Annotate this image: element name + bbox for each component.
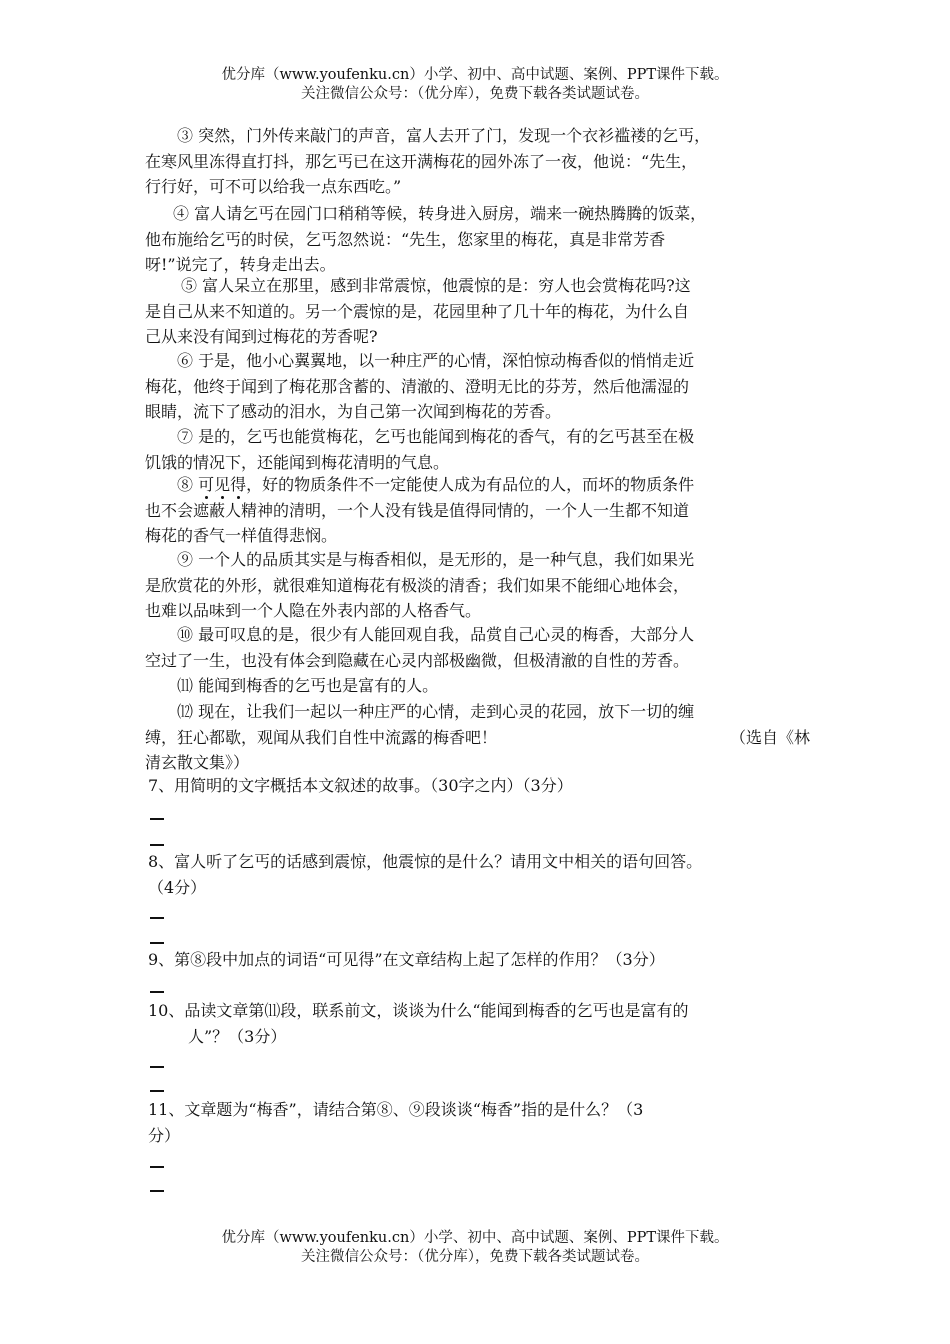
paragraph-line: 清玄散文集》） [145, 753, 250, 772]
question-line: 11、文章题为“梅香”，请结合第⑧、⑨段谈谈“梅香”指的是什么？（3 [148, 1100, 644, 1119]
paragraph-number: ⑧ [177, 475, 199, 494]
paragraph-12 [145, 699, 810, 776]
page-header [0, 66, 950, 104]
answer-blank[interactable] [150, 1166, 164, 1168]
paragraph-text: ，好的物质条件不一定能使人成为有品位的人，而坏的物质条件 [246, 475, 695, 494]
paragraph-11 [145, 673, 810, 699]
emphasis-char: 可 [198, 475, 215, 494]
answer-blank[interactable] [150, 942, 164, 944]
question-10 [148, 998, 820, 1049]
footer-line-2: 关注微信公众号：（优分库），免费下载各类试题试卷。 [301, 1249, 649, 1265]
paragraph-line: ⑦ 是的，乞丐也能赏梅花，乞丐也能闻到梅花的香气，有的乞丐甚至在极 [177, 427, 695, 446]
answer-blank[interactable] [150, 1066, 164, 1068]
paragraph-line: ⑩ 最可叹息的是，很少有人能回观自我，品赏自己心灵的梅香，大部分人 [177, 625, 695, 644]
paragraph-line: 他布施给乞丐的时侯，乞丐忽然说：“先生，您家里的梅花，真是非常芳香 [145, 229, 666, 249]
paragraph-line [145, 725, 810, 751]
paragraph-10 [145, 622, 810, 673]
paragraph-7 [145, 424, 810, 475]
paragraph-8 [145, 472, 810, 549]
paragraph-line: 也不会遮蔽人精神的清明，一个人没有钱是值得同情的，一个人一生都不知道 [145, 500, 690, 520]
answer-blank[interactable] [150, 1190, 164, 1192]
paragraph-line: ⑥ 于是，他小心翼翼地，以一种庄严的心情，深怕惊动梅香似的悄悄走近 [177, 351, 695, 370]
question-line: （4分） [148, 877, 207, 897]
paragraph-line: ⑤ 富人呆立在那里，感到非常震惊，他震惊的是：穷人也会赏梅花吗?这 [181, 276, 691, 295]
paragraph-4 [145, 201, 810, 278]
paragraph-line: 梅花的香气一样值得悲悯。 [145, 526, 338, 545]
emphasis-char: 见 [214, 475, 231, 494]
paragraph-3 [145, 123, 810, 200]
question-7: 7、用简明的文字概括本文叙述的故事。（30字之内）（3分） [148, 776, 573, 795]
header-line-1: 优分库（www.youfenku.cn）小学、初中、高中试题、案例、PPT课件下载。 [221, 67, 729, 83]
paragraph-line: ⑿ 现在，让我们一起以一种庄严的心情，走到心灵的花园，放下一切的缠 [177, 702, 695, 721]
paragraph-line: 在寒风里冻得直打抖，那乞丐已在这开满梅花的园外冻了一夜，他说：“先生， [145, 151, 698, 171]
footer-line-1: 优分库（www.youfenku.cn）小学、初中、高中试题、案例、PPT课件下载。 [221, 1230, 729, 1246]
paragraph-line: 呀!”说完了，转身走出去。 [145, 255, 336, 274]
question-line: 人”？（3分） [188, 1026, 287, 1046]
paragraph-line: 饥饿的情况下，还能闻到梅花清明的气息。 [145, 452, 450, 472]
paragraph-6 [145, 348, 810, 425]
paragraph-text: 缚，狂心都歇，观闻从我们自性中流露的梅香吧！ [145, 727, 498, 747]
question-line: 10、品读文章第⑾段，联系前文，谈谈为什么“能闻到梅香的乞丐也是富有的 [148, 1001, 689, 1020]
paragraph-line: 空过了一生，也没有体会到隐藏在心灵内部极幽微，但极清澈的自性的芳香。 [145, 650, 690, 670]
paragraph-line: 眼睛，流下了感动的泪水，为自己第一次闻到梅花的芳香。 [145, 402, 562, 421]
paragraph-line: ③ 突然，门外传来敲门的声音，富人去开了门，发现一个衣衫褴褛的乞丐， [177, 126, 711, 145]
question-8 [148, 849, 820, 900]
paragraph-line: ⑾ 能闻到梅香的乞丐也是富有的人。 [177, 676, 439, 695]
paragraph-line: 也难以品味到一个人隐在外表内部的人格香气。 [145, 601, 482, 620]
source-citation: （选自《林 [729, 727, 810, 747]
paragraph-line [145, 472, 810, 498]
paragraph-line: 己从来没有闻到过梅花的芳香呢? [145, 327, 378, 346]
paragraph-line: 是欣赏花的外形，就很难知道梅花有极淡的清香；我们如果不能细心地体会， [145, 575, 690, 595]
paragraph-9 [145, 547, 810, 624]
answer-blank[interactable] [150, 818, 164, 820]
answer-blank[interactable] [150, 991, 164, 993]
paragraph-line: 是自己从来不知道的。另一个震惊的是，花园里种了几十年的梅花，为什么自 [145, 301, 690, 321]
answer-blank[interactable] [150, 1090, 164, 1092]
question-line: 分） [148, 1125, 181, 1145]
question-9: 9、第⑧段中加点的词语“可见得”在文章结构上起了怎样的作用？（3分） [148, 950, 665, 969]
question-11 [148, 1097, 820, 1148]
paragraph-line: 行行好，可不可以给我一点东西吃。” [145, 177, 402, 196]
header-line-2: 关注微信公众号：（优分库），免费下载各类试题试卷。 [301, 86, 649, 102]
answer-blank[interactable] [150, 844, 164, 846]
paragraph-line: ⑨ 一个人的品质其实是与梅香相似，是无形的，是一种气息，我们如果光 [177, 550, 695, 569]
question-line: 8、富人听了乞丐的话感到震惊，他震惊的是什么？请用文中相关的语句回答。 [148, 852, 703, 871]
emphasis-char: 得 [230, 475, 247, 494]
paragraph-5 [145, 273, 810, 350]
answer-blank[interactable] [150, 917, 164, 919]
paragraph-line: 梅花，他终于闻到了梅花那含蓄的、清澈的、澄明无比的芬芳，然后他濡湿的 [145, 376, 690, 396]
paragraph-line: ④ 富人请乞丐在园门口稍稍等候，转身进入厨房，端来一碗热腾腾的饭菜， [173, 204, 707, 223]
page-footer [0, 1229, 950, 1267]
